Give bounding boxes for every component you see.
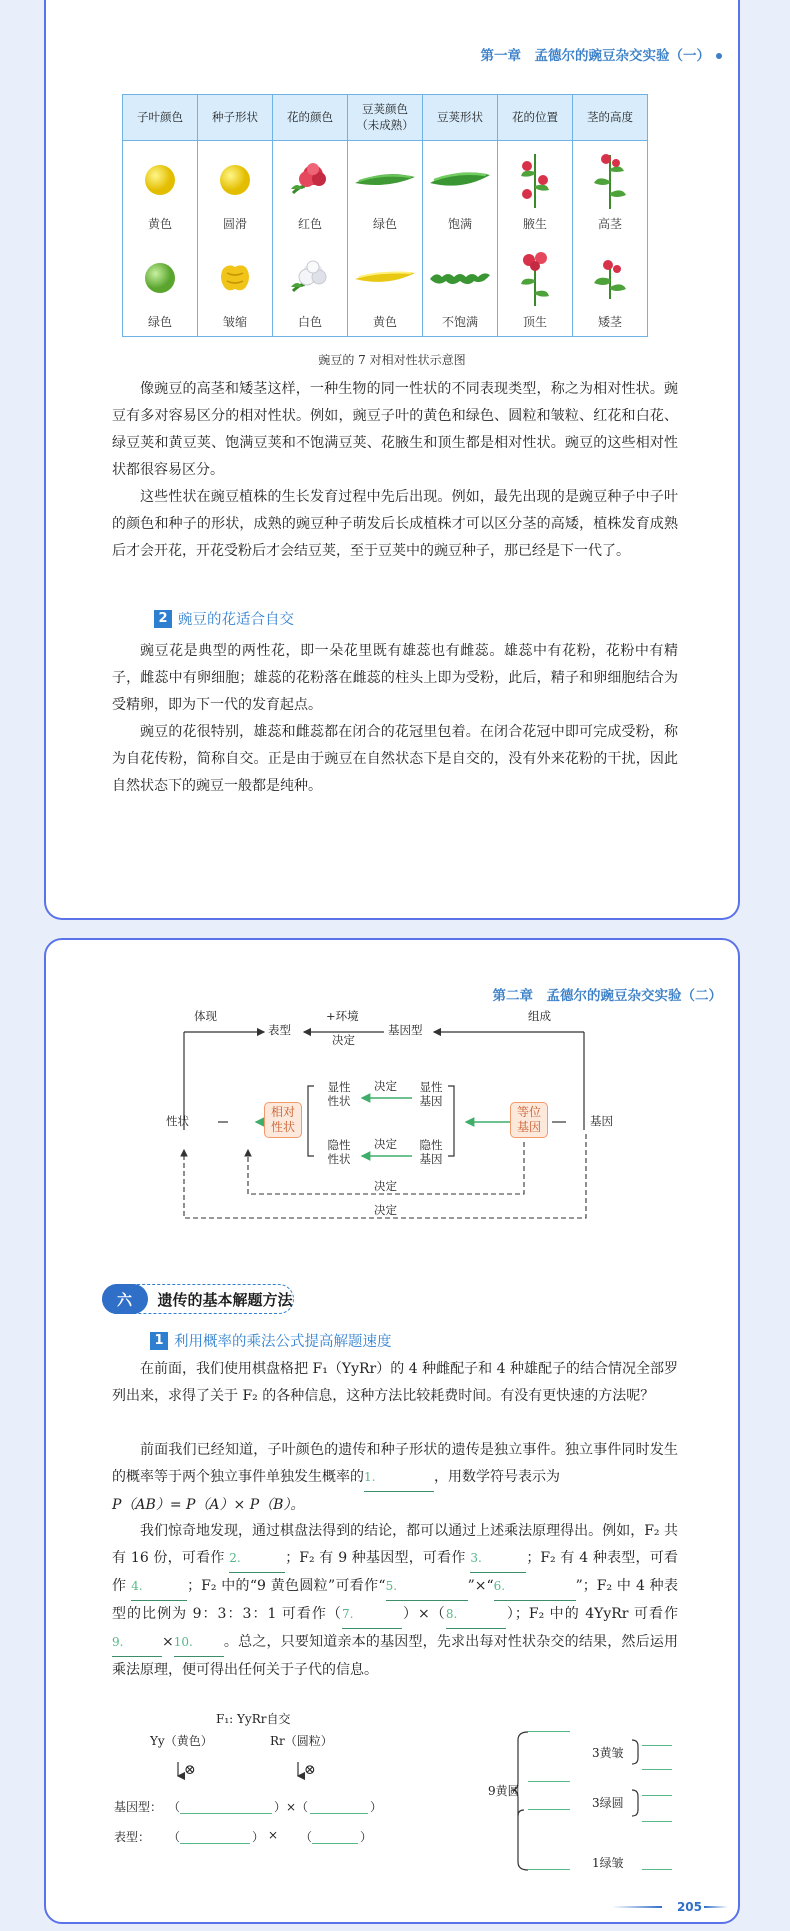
label: 黄色 bbox=[372, 314, 397, 329]
label: 皱缩 bbox=[222, 314, 247, 329]
label-tixian: 体现 bbox=[194, 1009, 217, 1023]
yy-label: Yy（黄色） bbox=[150, 1734, 213, 1748]
paren: ） bbox=[360, 1830, 373, 1844]
answer-blank-7[interactable]: 7. bbox=[342, 1601, 402, 1629]
label: 圆滑 bbox=[222, 217, 247, 231]
label-1-green-wrinkled: 1绿皱 bbox=[592, 1856, 624, 1870]
answer-blank-3[interactable]: 3. bbox=[470, 1545, 526, 1573]
textbook-page-top bbox=[44, 0, 740, 920]
text: ；F₂ 有 9 种基因型，可看作 bbox=[285, 1550, 466, 1566]
answer-blank-8[interactable]: 8. bbox=[446, 1601, 506, 1629]
green-pod-icon bbox=[348, 155, 422, 205]
label-jiyinxing: 基因型 bbox=[388, 1023, 423, 1037]
relative-trait-box: 相对 性状 bbox=[264, 1102, 302, 1138]
cell bbox=[498, 141, 573, 239]
label-biaoxing: 表型 bbox=[268, 1023, 291, 1037]
phenotype-blank-2[interactable] bbox=[312, 1828, 358, 1844]
figure-caption: 豌豆的 7 对相对性状示意图 bbox=[318, 353, 466, 367]
textbook-page-bottom bbox=[44, 938, 740, 1924]
paragraph-trait-timing: 这些性状在豌豆植株的生长发育过程中先后出现。例如，最先出现的是豌豆种子中子叶的颜色和种子的形状，成熟的豌豆种子萌发后长成植株才可以区分茎的高矮，植株发育成熟后才会开花，开花受粉后才会结豆荚，至于豆荚中的豌豆种子，那已经是下一代了。 bbox=[112, 489, 678, 559]
cell bbox=[123, 141, 198, 239]
phenotype-blank-1[interactable] bbox=[180, 1828, 250, 1844]
label: 矮茎 bbox=[597, 314, 622, 329]
paragraph-multiplication-examples bbox=[112, 1518, 678, 1684]
label-jueding-2: 决定 bbox=[374, 1137, 397, 1151]
paren: （ bbox=[168, 1800, 181, 1814]
label-3-green-round: 3绿圆 bbox=[592, 1796, 624, 1810]
ratio-blank[interactable] bbox=[642, 1806, 672, 1822]
f1-label: F₁: YyRr自交 bbox=[216, 1712, 291, 1726]
label: 顶生 bbox=[522, 314, 547, 329]
section-title: 利用概率的乘法公式提高解题速度 bbox=[174, 1334, 392, 1350]
section-banner-title: 遗传的基本解题方法 bbox=[157, 1290, 293, 1309]
label: 白色 bbox=[297, 314, 322, 329]
cell bbox=[573, 239, 648, 337]
label-jueding-4: 决定 bbox=[374, 1203, 397, 1217]
text: 我们惊奇地发现，通过棋盘法得到的结论，都可以通过上述乘法原理得出。例如，F₂ 共有 16 份，可看作 bbox=[112, 1523, 678, 1566]
section-banner bbox=[102, 1284, 294, 1314]
self-cross-icon: ⊗ bbox=[304, 1762, 316, 1778]
yellow-pod-icon bbox=[348, 253, 422, 303]
section-title: 豌豆的花适合自交 bbox=[178, 612, 294, 628]
cell bbox=[198, 239, 273, 337]
self-cross-icon: ⊗ bbox=[184, 1762, 196, 1778]
ratio-blank[interactable] bbox=[642, 1754, 672, 1770]
th-ziye: 子叶颜色 bbox=[123, 95, 198, 141]
label-9-yellow-round: 9黄圆 bbox=[488, 1784, 520, 1798]
label-zucheng: 组成 bbox=[528, 1009, 551, 1023]
allele-box: 等位 基因 bbox=[510, 1102, 548, 1138]
text: 。总之，只要知道亲本的基因型，先求出每对性状杂交的结果，然后运用乘法原理，便可得出任何关于子代的信息。 bbox=[112, 1634, 678, 1678]
paren: ） bbox=[370, 1800, 383, 1814]
ratio-blank[interactable] bbox=[642, 1854, 672, 1870]
trait-table bbox=[122, 94, 648, 337]
answer-blank-10[interactable]: 10. bbox=[174, 1629, 224, 1657]
terminal-flower-icon bbox=[498, 253, 572, 303]
cell bbox=[273, 239, 348, 337]
rr-label: Rr（圆粒） bbox=[270, 1734, 333, 1748]
paren: （ bbox=[300, 1830, 313, 1844]
genetics-concept-diagram bbox=[166, 1010, 626, 1240]
section-heading-multiplication bbox=[150, 1330, 392, 1351]
ratio-blank[interactable] bbox=[528, 1766, 570, 1782]
wrinkled-seed-icon bbox=[198, 253, 272, 303]
paragraph-bisexual-flower: 豌豆花是典型的两性花，即一朵花里既有雄蕊也有雌蕊。雄蕊中有花粉，花粉中有精子，雌蕊中有卵细胞；雄蕊的花粉落在雌蕊的柱头上即为受粉，此后，精子和卵细胞结合为受精卵，即为下一代的发育起点。 bbox=[112, 643, 678, 713]
label: 绿色 bbox=[147, 314, 172, 329]
section-banner-number: 六 bbox=[102, 1284, 148, 1314]
text: ”×“ bbox=[467, 1578, 494, 1594]
page-number: 205 bbox=[676, 1900, 702, 1914]
red-flower-icon bbox=[273, 155, 347, 205]
answer-blank-1[interactable]: 1. bbox=[364, 1464, 434, 1492]
section-number: 1 bbox=[150, 1332, 168, 1350]
label-recessive-trait: 隐性 性状 bbox=[327, 1138, 351, 1167]
text: × bbox=[162, 1634, 174, 1650]
dihybrid-cross-worksheet bbox=[114, 1710, 674, 1900]
formula: P（AB）= P（A）× P（B）。 bbox=[112, 1497, 305, 1513]
cell bbox=[273, 141, 348, 239]
label-recessive-gene: 隐性 基因 bbox=[419, 1138, 443, 1167]
label-huanjing: +环境 bbox=[326, 1009, 359, 1023]
phenotype-label: 表型： bbox=[114, 1830, 151, 1844]
label-xingzhuang: 性状 bbox=[166, 1114, 189, 1128]
answer-blank-6[interactable]: 6. bbox=[494, 1573, 576, 1601]
label-jueding-top: 决定 bbox=[332, 1033, 355, 1047]
chapter-header: 第二章 孟德尔的豌豆杂交实验（二） bbox=[492, 988, 722, 1004]
label-dominant-gene: 显性 基因 bbox=[419, 1080, 443, 1109]
th-doujia-shape: 豆荚形状 bbox=[423, 95, 498, 141]
paren: ）×（ bbox=[274, 1800, 309, 1814]
text: ，用数学符号表示为 bbox=[434, 1469, 560, 1485]
answer-blank-4[interactable]: 4. bbox=[131, 1573, 187, 1601]
genotype-blank-1[interactable] bbox=[180, 1798, 272, 1814]
label-jueding-3: 决定 bbox=[374, 1179, 397, 1193]
trait-row-recessive bbox=[123, 239, 648, 337]
section-heading-self-pollination bbox=[154, 608, 294, 629]
chapter-header bbox=[481, 44, 723, 64]
cell bbox=[348, 239, 423, 337]
round-seed-icon bbox=[198, 155, 272, 205]
paragraph-checkerboard: 在前面，我们使用棋盘格把 F₁（YyRr）的 4 种雌配子和 4 种雄配子的结合情况全部罗列出来，求得了关于 F₂ 的各种信息，这种方法比较耗费时间。有没有更快速的方法呢？ bbox=[112, 1361, 678, 1404]
text: ）×（ bbox=[401, 1606, 446, 1622]
th-doujia-color: 豆荚颜色 （未成熟） bbox=[348, 95, 423, 141]
cell bbox=[423, 239, 498, 337]
label: 腋生 bbox=[522, 217, 547, 231]
th-zhongzi: 种子形状 bbox=[198, 95, 273, 141]
text: ）；F₂ 中的 4YyRr 可看作 bbox=[505, 1606, 679, 1622]
cell bbox=[573, 141, 648, 239]
label: 绿色 bbox=[372, 217, 397, 231]
page-number-decoration bbox=[612, 1906, 662, 1908]
paren: ） bbox=[252, 1830, 265, 1844]
white-flower-icon bbox=[273, 253, 347, 303]
label: 黄色 bbox=[147, 217, 172, 231]
paragraph-relative-traits: 像豌豆的高茎和矮茎这样，一种生物的同一性状的不同表现类型，称之为相对性状。豌豆有多对容易区分的相对性状。例如，豌豆子叶的黄色和绿色、圆粒和皱粒、红花和白花、绿豆荚和黄豆荚、饱满豆荚和不饱满豆荚、花腋生和顶生都是相对性状。豌豆的这些相对性状都很容易区分。 bbox=[112, 381, 678, 478]
ratio-blank[interactable] bbox=[642, 1730, 672, 1746]
paragraph-independent-events bbox=[112, 1437, 678, 1519]
label-jueding-1: 决定 bbox=[374, 1079, 397, 1093]
ratio-blank[interactable] bbox=[528, 1794, 570, 1810]
cell bbox=[348, 141, 423, 239]
label-jiyin: 基因 bbox=[590, 1114, 613, 1128]
genotype-label: 基因型： bbox=[114, 1800, 163, 1814]
th-hua-color: 花的颜色 bbox=[273, 95, 348, 141]
text: ；F₂ 有 4 种表型，可看作 bbox=[112, 1550, 678, 1594]
bullet-icon bbox=[716, 53, 722, 59]
constricted-pod-icon bbox=[423, 253, 497, 303]
trait-row-dominant bbox=[123, 141, 648, 239]
times-sign: × bbox=[268, 1828, 279, 1842]
text: 前面我们已经知道，子叶颜色的遗传和种子形状的遗传是独立事件。独立事件同时发生的概率等于两个独立事件单独发生概率的 bbox=[112, 1442, 678, 1485]
green-pea-icon bbox=[123, 253, 197, 303]
paragraph-self-pollination: 豌豆的花很特别，雄蕊和雌蕊都在闭合的花冠里包着。在闭合花冠中即可完成受粉，称为自花传粉，简称自交。正是由于豌豆在自然状态下是自交的，没有外来花粉的干扰，因此自然状态下的豌豆一般都是纯种。 bbox=[112, 724, 678, 794]
ratio-blank[interactable] bbox=[528, 1716, 570, 1732]
cell bbox=[423, 141, 498, 239]
answer-blank-2[interactable]: 2. bbox=[229, 1545, 285, 1573]
section-number: 2 bbox=[154, 610, 172, 628]
answer-blank-9[interactable]: 9. bbox=[112, 1629, 162, 1657]
th-hua-pos: 花的位置 bbox=[498, 95, 573, 141]
cell bbox=[198, 141, 273, 239]
label: 饱满 bbox=[447, 217, 472, 231]
label: 高茎 bbox=[597, 217, 622, 231]
cell bbox=[498, 239, 573, 337]
ratio-blank[interactable] bbox=[642, 1780, 672, 1796]
ratio-blank[interactable] bbox=[528, 1854, 570, 1870]
text: ”；F₂ 中 4 种表型的比例为 9：3：3：1 可看作（ bbox=[112, 1578, 678, 1622]
full-pod-icon bbox=[423, 155, 497, 205]
tall-stem-icon bbox=[573, 155, 647, 205]
paren: （ bbox=[168, 1830, 181, 1844]
short-stem-icon bbox=[573, 253, 647, 303]
label: 不饱满 bbox=[441, 314, 478, 329]
page-number-decoration bbox=[704, 1906, 728, 1908]
cell bbox=[123, 239, 198, 337]
genotype-blank-2[interactable] bbox=[310, 1798, 368, 1814]
trait-table-header-row bbox=[123, 95, 648, 141]
text: ；F₂ 中的“9 黄色圆粒”可看作“ bbox=[187, 1578, 386, 1594]
chapter-header-text: 第一章 孟德尔的豌豆杂交实验（一） bbox=[480, 48, 710, 64]
label-dominant-trait: 显性 性状 bbox=[327, 1080, 351, 1109]
answer-blank-5[interactable]: 5. bbox=[386, 1573, 468, 1601]
axial-flower-icon bbox=[498, 155, 572, 205]
label-3-yellow-wrinkled: 3黄皱 bbox=[592, 1746, 624, 1760]
label: 红色 bbox=[297, 217, 322, 231]
th-jing: 茎的高度 bbox=[573, 95, 648, 141]
yellow-pea-icon bbox=[123, 155, 197, 205]
